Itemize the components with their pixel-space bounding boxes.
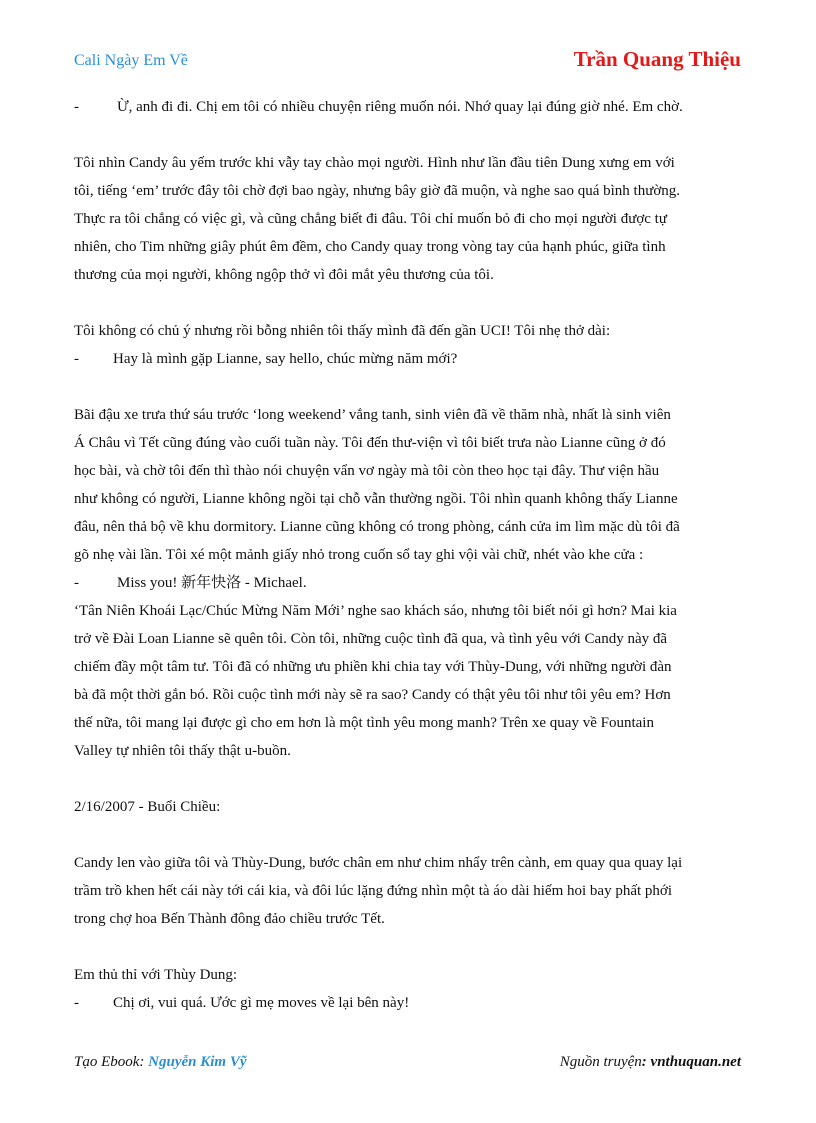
source-separator: : bbox=[641, 1054, 651, 1070]
dash-marker: - bbox=[74, 995, 79, 1011]
paragraph: Em thủ thỉ với Thùy Dung: bbox=[74, 967, 238, 983]
paragraph-line: đâu, nên thả bộ về khu dormitory. Lianne cũng không có trong phòng, cánh cửa im lìm mặc dù tôi đã bbox=[74, 519, 680, 535]
dialogue-line bbox=[74, 345, 744, 373]
ebook-separator: : bbox=[139, 1054, 149, 1070]
paragraph bbox=[74, 597, 744, 765]
source-credit bbox=[560, 1054, 741, 1071]
paragraph-line: học bài, và chờ tôi đến thì thào nói chuyện vẩn vơ ngày mà tôi còn theo học tại đây. Thư viện hầu bbox=[74, 463, 660, 479]
paragraph-line: Thực ra tôi chẳng có việc gì, và cũng chẳng biết đi đâu. Tôi chỉ muốn bỏ đi cho mọi người được tự bbox=[74, 211, 667, 227]
paragraph-line: Valley tự nhiên tôi thấy thật u-buồn. bbox=[74, 743, 291, 759]
paragraph-line: thế nữa, tôi mang lại được gì cho em hơn là một tình yêu mong manh? Trên xe quay về Fountain bbox=[74, 715, 654, 731]
paragraph-line: trầm trồ khen hết cái này tới cái kia, và đôi lúc lặng đứng nhìn một tà áo dài hiếm hoi bay phất phới bbox=[74, 883, 673, 899]
paragraph-line: Candy len vào giữa tôi và Thùy-Dung, bước chân em như chim nhẩy trên cành, em quay qua quay lại bbox=[74, 855, 683, 871]
dialogue-text: Hay là mình gặp Lianne, say hello, chúc mừng năm mới? bbox=[113, 351, 458, 367]
author-name: Trần Quang Thiệu bbox=[573, 47, 741, 71]
paragraph bbox=[74, 401, 744, 569]
paragraph-line: nhiên, cho Tim những giây phút êm đềm, cho Candy quay trong vòng tay của hạnh phúc, giữa tình bbox=[74, 239, 666, 255]
ebook-label: Tạo Ebook bbox=[74, 1054, 140, 1070]
paragraph-line: thương của mọi người, không ngộp thở vì đôi mắt yêu thương của tôi. bbox=[74, 267, 494, 283]
ebook-credit bbox=[74, 1054, 247, 1071]
dash-marker: - bbox=[74, 351, 79, 367]
paragraph bbox=[74, 849, 744, 933]
paragraph-line: bà đã một thời gắn bó. Rồi cuộc tình mới này sẽ ra sao? Candy có thật yêu tôi như tôi yêu em? Hơn bbox=[74, 687, 671, 703]
paragraph-line: gõ nhẹ vài lần. Tôi xé một mảnh giấy nhỏ trong cuốn sổ tay ghi vội vài chữ, nhét vào khe cửa : bbox=[74, 547, 644, 563]
dialogue-line bbox=[74, 989, 744, 1017]
story-body bbox=[74, 93, 744, 1017]
dialogue-line bbox=[74, 93, 744, 121]
date-heading: 2/16/2007 - Buổi Chiều: bbox=[74, 799, 221, 815]
note-text: Miss you! 新年快洛 - Michael. bbox=[117, 575, 307, 591]
dash-marker: - bbox=[74, 99, 79, 115]
paragraph-line: trong chợ hoa Bến Thành đông đảo chiều trước Tết. bbox=[74, 911, 385, 927]
dash-marker: - bbox=[74, 575, 79, 591]
paragraph: Tôi không có chủ ý nhưng rồi bỗng nhiên tôi thấy mình đã đến gần UCI! Tôi nhẹ thở dài: bbox=[74, 323, 611, 339]
paragraph-line: như không có người, Lianne không ngồi tại chỗ vẫn thường ngồi. Tôi nhìn quanh không thấy Lianne bbox=[74, 491, 678, 507]
paragraph-line: ‘Tân Niên Khoái Lạc/Chúc Mừng Năm Mới’ nghe sao khách sáo, nhưng tôi biết nói gì hơn? Mai kia bbox=[74, 603, 677, 619]
note-line bbox=[74, 569, 744, 597]
paragraph-line: tôi, tiếng ‘em’ trước đây tôi chờ đợi bao ngày, nhưng bây giờ đã muộn, và nghe sao quá bình thường. bbox=[74, 183, 681, 199]
book-title: Cali Ngày Em Về bbox=[74, 52, 188, 69]
paragraph-line: Bãi đậu xe trưa thứ sáu trước ‘long weekend’ vắng tanh, sinh viên đã về thăm nhà, nhất là sinh viên bbox=[74, 407, 671, 423]
ebook-creator-name: Nguyễn Kim Vỹ bbox=[148, 1054, 247, 1070]
paragraph-line: trở về Đài Loan Lianne sẽ quên tôi. Còn tôi, những cuộc tình đã qua, và tình yêu với Candy này đã bbox=[74, 631, 668, 647]
source-site: vnthuquan.net bbox=[650, 1054, 741, 1070]
paragraph bbox=[74, 149, 744, 289]
dialogue-text: Ừ, anh đi đi. Chị em tôi có nhiều chuyện riêng muốn nói. Nhớ quay lại đúng giờ nhé. Em chờ. bbox=[117, 99, 683, 115]
paragraph-line: Tôi nhìn Candy âu yếm trước khi vẫy tay chào mọi người. Hình như lần đầu tiên Dung xưng em với bbox=[74, 155, 675, 171]
dialogue-text: Chị ơi, vui quá. Ước gì mẹ moves về lại bên này! bbox=[113, 995, 410, 1011]
source-label: Nguồn truyện bbox=[559, 1054, 642, 1070]
paragraph-line: Á Châu vì Tết cũng đúng vào cuối tuần này. Tôi đến thư-viện vì tôi biết trưa nào Lianne cũng ở đó bbox=[74, 435, 666, 451]
paragraph-line: chiếm đầy một tâm tư. Tôi đã có những ưu phiền khi chia tay với Thùy-Dung, với những người đàn bbox=[74, 659, 672, 675]
